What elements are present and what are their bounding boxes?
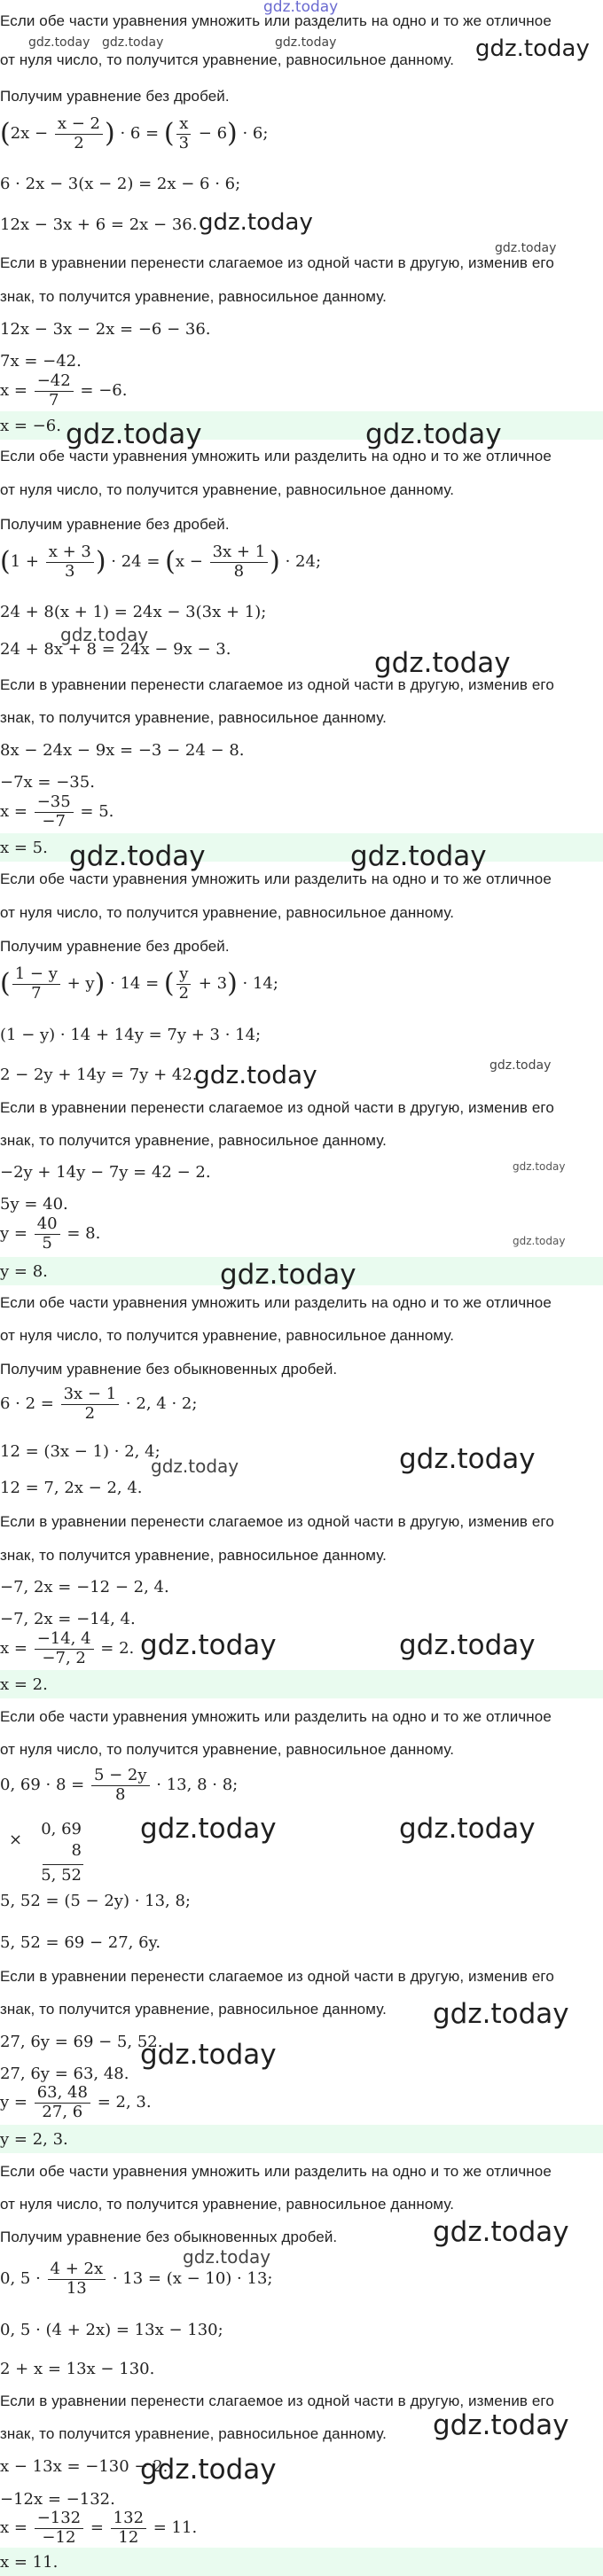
equation-step: 7x = −42. (0, 352, 82, 371)
rule-multiply-line2: от нуля число, то получится уравнение, равносильное данному. (0, 2196, 455, 2213)
equation-line: 0, 5 · (4 + 2x) = 13x − 130; (0, 2321, 223, 2339)
rule-multiply-line1: Если обе части уравнения умножить или разделить на одно и то же отличное (0, 870, 552, 887)
equation-step: −12x = −132. (0, 2490, 115, 2509)
rule-multiply-line1: Если обе части уравнения умножить или разделить на одно и то же отличное (0, 1294, 552, 1311)
equation-step: 27, 6y = 63, 48. (0, 2065, 129, 2083)
watermark-large: gdz.today (194, 1060, 317, 1089)
equation-line: 12 = (3x − 1) · 2, 4; (0, 1442, 161, 1461)
rule-multiply-line1: Если обе части уравнения умножить или разделить на одно и то же отличное (0, 2163, 552, 2180)
equation-step: −7, 2x = −14, 4. (0, 1610, 136, 1628)
equation-step: x − 13x = −130 − 2. (0, 2457, 168, 2476)
rule-move-line2: знак, то получится уравнение, равносильное данному. (0, 2425, 387, 2442)
watermark-small: gdz.today (151, 1456, 239, 1477)
rule-move-line2: знак, то получится уравнение, равносильное данному. (0, 2001, 387, 2018)
watermark-small: gdz.today (489, 1058, 552, 1073)
column-row: 5, 52 (41, 1866, 82, 1885)
equation-line: 24 + 8(x + 1) = 24x − 3(3x + 1); (0, 603, 267, 621)
watermark-large: gdz.today (433, 2409, 569, 2441)
rule-multiply-line2: от нуля число, то получится уравнение, равносильное данному. (0, 1741, 455, 1758)
rule-multiply-line2: от нуля число, то получится уравнение, равносильное данному. (0, 904, 455, 921)
watermark-large: gdz.today (69, 840, 206, 872)
watermark-small: gdz.today (183, 2246, 271, 2268)
watermark-large: gdz.today (140, 1813, 277, 1845)
rule-move-line2: знак, то получится уравнение, равносильное данному. (0, 288, 387, 305)
equation-step: −2y + 14y − 7y = 42 − 2. (0, 1163, 211, 1182)
equation-division: x = $\frac{-35}{-7}$ = 5. (0, 792, 114, 831)
watermark-large: gdz.today (475, 35, 590, 62)
equation-line: 12x − 3x + 6 = 2x − 36. (0, 215, 198, 234)
watermark-large: gdz.today (199, 209, 313, 236)
rule-multiply-line2: от нуля число, то получится уравнение, равносильное данному. (0, 481, 455, 498)
times-sign: × (9, 1831, 23, 1849)
watermark-top: gdz.today (263, 0, 339, 16)
equation-line: 2 − 2y + 14y = 7y + 42. (0, 1066, 198, 1084)
column-row: 0, 69 (41, 1820, 82, 1838)
watermark-large: gdz.today (399, 1629, 536, 1661)
rule-multiply-line2: от нуля число, то получится уравнение, равносильное данному. (0, 51, 455, 68)
equation-line: 2 + x = 13x − 130. (0, 2360, 155, 2378)
equation-initial: 0, 69 · 8 = $\frac{5 - 2y}{8}$ · 13, 8 · 8; (0, 1766, 239, 1804)
equation-step: −7x = −35. (0, 773, 95, 792)
answer-row (0, 2125, 603, 2153)
watermark-large: gdz.today (140, 2454, 277, 2486)
rule-move-line2: знак, то получится уравнение, равносильное данному. (0, 1132, 387, 1149)
equation-initial: (1 + $\frac{x + 3}{3}$ ) · 24 = (x − $\frac{3x + 1}{8}$ ) · 24; (0, 543, 322, 581)
equation-line: (1 − y) · 14 + 14y = 7y + 3 · 14; (0, 1026, 262, 1044)
equation-line: 5, 52 = 69 − 27, 6y. (0, 1933, 161, 1952)
rule-multiply-line1: Если обе части уравнения умножить или разделить на одно и то же отличное (0, 448, 552, 464)
watermark-small: gdz.today (102, 35, 164, 50)
rule-multiply-line1: Если обе части уравнения умножить или разделить на одно и то же отличное (0, 12, 552, 29)
answer-row (0, 2548, 603, 2576)
equation-division: x = $\frac{-132}{-12}$ = $\frac{132}{12}$ = 11. (0, 2509, 198, 2547)
answer-row (0, 1670, 603, 1698)
watermark-small: gdz.today (28, 35, 90, 50)
no-fractions-label: Получим уравнение без обыкновенных дробей. (0, 1361, 338, 1378)
no-fractions-label: Получим уравнение без дробей. (0, 516, 230, 533)
answer: y = 2, 3. (0, 2130, 68, 2149)
equation-division: x = $\frac{-42}{7}$ = −6. (0, 371, 128, 410)
equation-initial: ( $\frac{1 - y}{7}$ + y) · 14 = ( $\frac{y}{2}$ + 3) · 14; (0, 964, 278, 1003)
answer: x = 5. (0, 839, 48, 857)
equation-division: y = $\frac{40}{5}$ = 8. (0, 1214, 101, 1253)
rule-multiply-line2: от нуля число, то получится уравнение, равносильное данному. (0, 1327, 455, 1344)
no-fractions-label: Получим уравнение без дробей. (0, 88, 230, 105)
watermark-small: gdz.today (60, 624, 149, 645)
watermark-large: gdz.today (350, 840, 487, 872)
no-fractions-label: Получим уравнение без обыкновенных дробей. (0, 2229, 338, 2245)
rule-move-line1: Если в уравнении перенести слагаемое из одной части в другую, изменив его (0, 676, 554, 693)
rule-move-line1: Если в уравнении перенести слагаемое из одной части в другую, изменив его (0, 1513, 554, 1530)
equation-step: 12x − 3x − 2x = −6 − 36. (0, 320, 211, 339)
column-row: 8 (71, 1841, 82, 1860)
equation-line: 24 + 8x + 8 = 24x − 9x − 3. (0, 640, 231, 659)
equation-step: 5y = 40. (0, 1195, 68, 1214)
watermark-large: gdz.today (399, 1813, 536, 1845)
equation-line: 6 · 2x − 3(x − 2) = 2x − 6 · 6; (0, 175, 241, 193)
watermark-large: gdz.today (365, 418, 502, 450)
rule-move-line1: Если в уравнении перенести слагаемое из одной части в другую, изменив его (0, 2393, 554, 2409)
rule-move-line1: Если в уравнении перенести слагаемое из одной части в другую, изменив его (0, 1099, 554, 1116)
equation-division: y = $\frac{63, 48}{27, 6}$ = 2, 3. (0, 2083, 152, 2121)
rule-multiply-line1: Если обе части уравнения умножить или разделить на одно и то же отличное (0, 1708, 552, 1725)
rule-move-line2: знак, то получится уравнение, равносильное данному. (0, 709, 387, 726)
watermark-large: gdz.today (140, 2039, 277, 2071)
watermark-large: gdz.today (399, 1443, 536, 1475)
equation-initial: 0, 5 · $\frac{4 + 2x}{13}$ · 13 = (x − 10) · 13; (0, 2260, 273, 2298)
answer: x = 11. (0, 2553, 59, 2572)
watermark-large: gdz.today (66, 418, 202, 450)
equation-step: 8x − 24x − 9x = −3 − 24 − 8. (0, 741, 245, 760)
equation-step: −7, 2x = −12 − 2, 4. (0, 1578, 169, 1596)
equation-line: 12 = 7, 2x − 2, 4. (0, 1479, 143, 1497)
answer: x = −6. (0, 417, 61, 435)
watermark-large: gdz.today (374, 647, 511, 679)
equation-initial: (2x − $\frac{x - 2}{2}$ ) · 6 = ( $\frac{x}{3}$ − 6) · 6; (0, 114, 269, 152)
rule-move-line1: Если в уравнении перенести слагаемое из одной части в другую, изменив его (0, 254, 554, 271)
watermark-small: gdz.today (513, 1235, 566, 1247)
watermark-small: gdz.today (275, 35, 337, 50)
watermark-large: gdz.today (140, 1629, 277, 1661)
answer: y = 8. (0, 1262, 48, 1281)
equation-initial: 6 · 2 = $\frac{3x - 1}{2}$ · 2, 4 · 2; (0, 1385, 198, 1423)
equation-line: 5, 52 = (5 − 2y) · 13, 8; (0, 1892, 191, 1910)
rule-move-line1: Если в уравнении перенести слагаемое из одной части в другую, изменив его (0, 1968, 554, 1985)
watermark-large: gdz.today (433, 2216, 569, 2248)
equation-step: 27, 6y = 69 − 5, 52. (0, 2033, 163, 2051)
rule-move-line2: знак, то получится уравнение, равносильное данному. (0, 1547, 387, 1564)
answer: x = 2. (0, 1675, 48, 1694)
watermark-large: gdz.today (220, 1259, 356, 1291)
watermark-large: gdz.today (433, 1998, 569, 2030)
equation-division: x = $\frac{-14, 4}{-7, 2}$ = 2. (0, 1629, 135, 1667)
watermark-small: gdz.today (513, 1160, 566, 1173)
no-fractions-label: Получим уравнение без дробей. (0, 938, 230, 955)
watermark-small: gdz.today (495, 241, 557, 255)
